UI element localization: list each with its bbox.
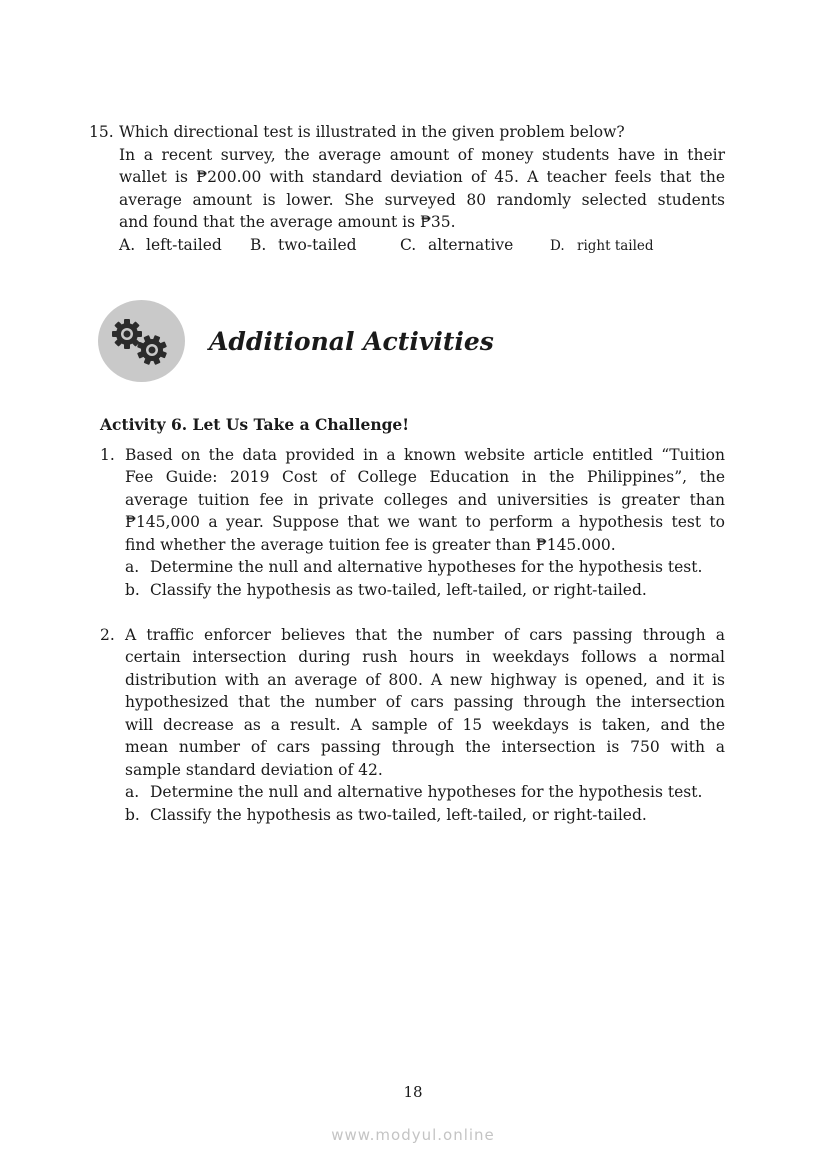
item-text-line: mean number of cars passing through the intersection is 750 with a xyxy=(125,738,725,756)
choice-c-letter: C. xyxy=(400,236,417,254)
sub-item-text: Classify the hypothesis as two-tailed, left-tailed, or right-tailed. xyxy=(150,806,647,824)
item-number: 2. xyxy=(100,626,115,644)
watermark: www.modyul.online xyxy=(331,1126,495,1144)
item-text-line: find whether the average tuition fee is greater than ₱145.000. xyxy=(125,536,616,554)
sub-item-letter: a. xyxy=(125,783,140,801)
choice-b-text: two-tailed xyxy=(278,236,357,254)
question-text-line: average amount is lower. She surveyed 80 randomly selected students xyxy=(119,191,725,209)
question-text-line: In a recent survey, the average amount of money students have in their xyxy=(119,146,725,164)
choice-d-text: right tailed xyxy=(577,238,654,254)
item-text-line: Fee Guide: 2019 Cost of College Education in the Philippines”, the xyxy=(125,468,725,486)
item-text-line: Based on the data provided in a known website article entitled “Tuition xyxy=(125,446,725,464)
question-text-line: wallet is ₱200.00 with standard deviation of 45. A teacher feels that the xyxy=(119,168,725,186)
sub-item-text: Classify the hypothesis as two-tailed, left-tailed, or right-tailed. xyxy=(150,581,647,599)
question-number: 15. xyxy=(89,123,114,141)
item-number: 1. xyxy=(100,446,115,464)
choice-a-text: left-tailed xyxy=(146,236,222,254)
answer-choices xyxy=(119,234,679,257)
choice-a-letter: A. xyxy=(119,236,136,254)
sub-item-letter: b. xyxy=(125,581,140,599)
item-text-line: will decrease as a result. A sample of 15 weekdays is taken, and the xyxy=(125,716,725,734)
gears-icon xyxy=(98,300,185,382)
item-text-line: sample standard deviation of 42. xyxy=(125,761,383,779)
sub-item-letter: b. xyxy=(125,806,140,824)
choice-b-letter: B. xyxy=(250,236,267,254)
question-text-line: and found that the average amount is ₱35. xyxy=(119,213,456,231)
choice-d-letter: D. xyxy=(550,238,565,254)
item-text-line: average tuition fee in private colleges and universities is greater than xyxy=(125,491,725,509)
item-text-line: certain intersection during rush hours in weekdays follows a normal xyxy=(125,648,725,666)
sub-item-letter: a. xyxy=(125,558,140,576)
item-text-line: distribution with an average of 800. A new highway is opened, and it is xyxy=(125,671,725,689)
item-text-line: hypothesized that the number of cars passing through the intersection xyxy=(125,693,725,711)
item-text-line: ₱145,000 a year. Suppose that we want to perform a hypothesis test to xyxy=(125,513,725,531)
sub-item-text: Determine the null and alternative hypotheses for the hypothesis test. xyxy=(150,558,703,576)
sub-item-text: Determine the null and alternative hypotheses for the hypothesis test. xyxy=(150,783,703,801)
item-text-line: A traffic enforcer believes that the number of cars passing through a xyxy=(125,626,725,644)
activity-title: Activity 6. Let Us Take a Challenge! xyxy=(100,415,410,434)
choice-c-text: alternative xyxy=(428,236,514,254)
page-number: 18 xyxy=(403,1083,423,1101)
question-prompt: Which directional test is illustrated in the given problem below? xyxy=(119,123,625,141)
section-title: Additional Activities xyxy=(209,327,494,356)
